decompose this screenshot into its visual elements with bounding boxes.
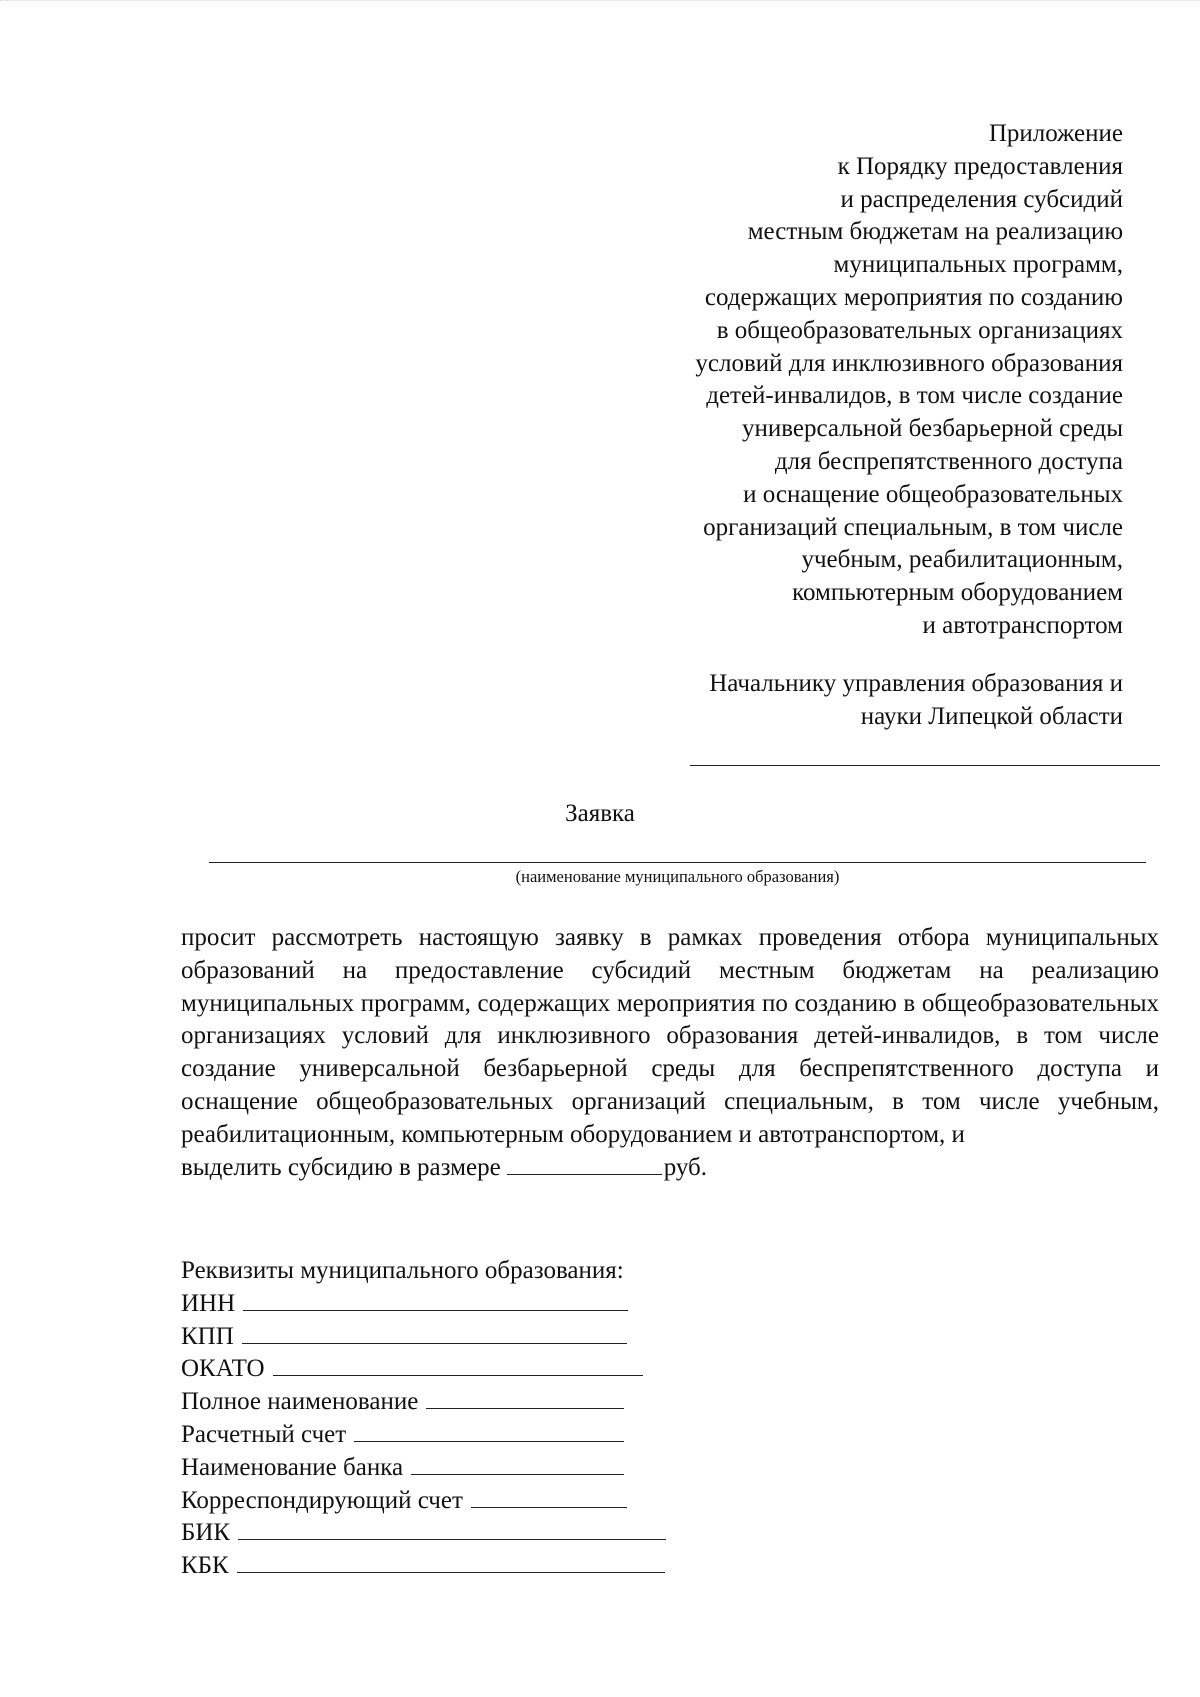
addressee-line: Начальнику управления образования и xyxy=(709,670,1123,697)
addressee-block xyxy=(563,668,1123,733)
requisite-blank xyxy=(237,1550,665,1573)
requisite-label: КПП xyxy=(181,1322,234,1350)
requisite-blank xyxy=(354,1419,624,1442)
requisite-kpp xyxy=(181,1321,881,1354)
amount-blank xyxy=(507,1152,662,1175)
requisite-blank xyxy=(426,1386,624,1409)
requisite-corr-account xyxy=(181,1485,881,1518)
annex-header xyxy=(563,118,1123,643)
annex-line: детей-инвалидов, в том числе создание xyxy=(706,382,1123,410)
scan-edge xyxy=(0,0,1200,9)
requisite-label: Полное наименование xyxy=(181,1388,419,1416)
request-amount-line xyxy=(181,1152,1159,1185)
requisite-label: Расчетный счет xyxy=(181,1420,347,1448)
requisite-label: Корреспондирующий счет xyxy=(181,1486,463,1514)
requisite-label: БИК xyxy=(181,1519,231,1547)
currency-label: руб. xyxy=(663,1153,708,1181)
requisite-label: ОКАТО xyxy=(181,1355,265,1383)
annex-line: местным бюджетам на реализацию xyxy=(747,218,1123,246)
requisite-blank xyxy=(243,1288,628,1311)
requisite-blank xyxy=(411,1452,624,1475)
document-title: Заявка xyxy=(565,800,635,827)
requisites-section xyxy=(181,1255,881,1583)
annex-line: учебным, реабилитационным, xyxy=(801,546,1123,574)
requisite-label: Наименование банка xyxy=(181,1453,404,1481)
annex-line: к Порядку предоставления xyxy=(837,152,1123,180)
annex-line: для беспрепятственного доступа xyxy=(774,447,1123,475)
annex-line: условий для инклюзивного образования xyxy=(695,349,1123,377)
addressee-blank-line xyxy=(690,765,1160,766)
annex-line: организаций специальным, в том числе xyxy=(703,513,1123,541)
municipality-blank-line xyxy=(209,862,1146,863)
annex-line: компьютерным оборудованием xyxy=(792,579,1123,607)
amount-prefix: выделить субсидию в размере xyxy=(181,1153,501,1181)
addressee-line: науки Липецкой области xyxy=(860,702,1123,730)
request-paragraph: просит рассмотреть настоящую заявку в рамках проведения отбора муниципальных образований на предоставление субсидий местным бюджетам на реализацию муниципальных программ, содержащих мероприятия по созданию в общеобразовательных организациях условий для инклюзивного образования детей-инвалидов, в том числе создание универсальной безбарьерной среды для беспрепятственного доступа и оснащение общеобразовательных организаций специальным, в том числе учебным, реабилитационным, компьютерным оборудованием и автотранспортом, и xyxy=(181,924,1159,1148)
requisite-blank xyxy=(238,1517,666,1540)
requisite-blank xyxy=(242,1321,627,1344)
requisite-account xyxy=(181,1419,881,1452)
annex-line: универсальной безбарьерной среды xyxy=(742,415,1123,443)
requisite-bik xyxy=(181,1517,881,1550)
annex-line: муниципальных программ, xyxy=(833,251,1123,279)
annex-line: и автотранспортом xyxy=(922,611,1123,639)
annex-line: в общеобразовательных организациях xyxy=(716,316,1123,344)
annex-line: и оснащение общеобразовательных xyxy=(743,480,1123,508)
requisite-kbk xyxy=(181,1550,881,1583)
requisite-label: КБК xyxy=(181,1552,229,1580)
requisites-heading: Реквизиты муниципального образования: xyxy=(181,1257,624,1284)
requisite-okato xyxy=(181,1353,881,1386)
annex-line: содержащих мероприятия по созданию xyxy=(704,283,1123,311)
municipality-caption: (наименование муниципального образования) xyxy=(515,867,840,886)
annex-line: и распределения субсидий xyxy=(840,185,1123,213)
requisite-full-name xyxy=(181,1386,881,1419)
request-body xyxy=(181,922,1159,1184)
requisite-label: ИНН xyxy=(181,1289,236,1317)
requisite-inn xyxy=(181,1288,881,1321)
requisite-bank-name xyxy=(181,1452,881,1485)
requisite-blank xyxy=(273,1353,643,1376)
annex-line: Приложение xyxy=(988,120,1123,147)
requisite-blank xyxy=(471,1485,627,1508)
